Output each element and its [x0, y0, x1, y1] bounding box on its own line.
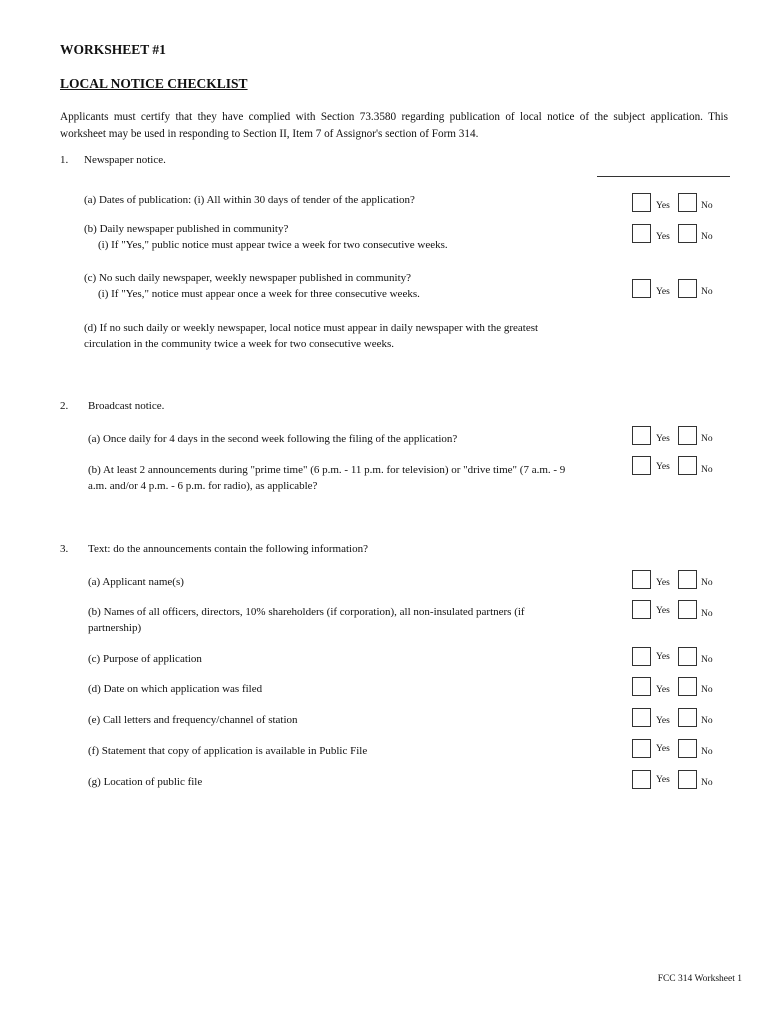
- no-label-3c: No: [701, 655, 713, 665]
- no-checkbox-3b[interactable]: [678, 600, 697, 619]
- no-label-1b: No: [701, 232, 713, 242]
- question-3g: [88, 774, 202, 790]
- question-3a: [88, 574, 184, 590]
- yes-checkbox-1a[interactable]: [632, 193, 651, 212]
- yes-checkbox-1c[interactable]: [632, 279, 651, 298]
- question-3b: [88, 604, 525, 636]
- no-checkbox-1c[interactable]: [678, 279, 697, 298]
- question-1b-line-2: (i) If "Yes," public notice must appear twice a week for two consecutive weeks.: [98, 239, 448, 251]
- yes-label-3a: Yes: [656, 578, 670, 588]
- question-2b-line-1: (b) At least 2 announcements during "prime time" (6 p.m. - 11 p.m. for television) or "drive time" (7 a.m. - 9: [88, 464, 566, 476]
- yes-label-1a: Yes: [656, 201, 670, 211]
- question-3d: [88, 681, 262, 697]
- question-3g-line-1: (g) Location of public file: [88, 776, 203, 788]
- question-3b-line-2: partnership): [88, 622, 142, 634]
- yes-label-3e: Yes: [656, 716, 670, 726]
- yes-checkbox-2a[interactable]: [632, 426, 651, 445]
- yes-label-3d: Yes: [656, 685, 670, 695]
- question-3c: [88, 651, 202, 667]
- question-2b-line-2: a.m. and/or 4 p.m. - 6 p.m. for radio), as applicable?: [88, 480, 318, 492]
- question-3f-line-1: (f) Statement that copy of application is available in Public File: [88, 745, 368, 757]
- yes-checkbox-3a[interactable]: [632, 570, 651, 589]
- question-1d: [84, 320, 538, 352]
- section-2-number: 2.: [60, 400, 69, 412]
- question-2b: [88, 462, 565, 494]
- yes-checkbox-1b[interactable]: [632, 224, 651, 243]
- no-checkbox-2b[interactable]: [678, 456, 697, 475]
- question-1c: [84, 270, 420, 302]
- question-1a: [84, 192, 415, 208]
- no-checkbox-2a[interactable]: [678, 426, 697, 445]
- no-label-1a: No: [701, 201, 713, 211]
- no-label-3f: No: [701, 747, 713, 757]
- no-checkbox-3c[interactable]: [678, 647, 697, 666]
- yes-checkbox-3e[interactable]: [632, 708, 651, 727]
- yes-checkbox-3f[interactable]: [632, 739, 651, 758]
- question-1b-line-1: (b) Daily newspaper published in community?: [84, 223, 289, 235]
- question-1d-line-2: circulation in the community twice a week for two consecutive weeks.: [84, 338, 395, 350]
- yes-checkbox-3d[interactable]: [632, 677, 651, 696]
- no-label-3d: No: [701, 685, 713, 695]
- yes-label-3f: Yes: [656, 744, 670, 754]
- question-3a-line-1: (a) Applicant name(s): [88, 576, 184, 588]
- no-checkbox-3e[interactable]: [678, 708, 697, 727]
- question-1c-line-2: (i) If "Yes," notice must appear once a week for three consecutive weeks.: [98, 288, 420, 300]
- section-3-title: Text: do the announcements contain the following information?: [88, 543, 368, 555]
- section-2-title: Broadcast notice.: [88, 400, 165, 412]
- no-label-3b: No: [701, 609, 713, 619]
- yes-label-2a: Yes: [656, 434, 670, 444]
- signature-rule: [597, 176, 730, 177]
- yes-label-1c: Yes: [656, 287, 670, 297]
- yes-checkbox-3c[interactable]: [632, 647, 651, 666]
- no-checkbox-3a[interactable]: [678, 570, 697, 589]
- no-checkbox-3g[interactable]: [678, 770, 697, 789]
- no-checkbox-1b[interactable]: [678, 224, 697, 243]
- yes-checkbox-3b[interactable]: [632, 600, 651, 619]
- question-1b: [84, 221, 448, 253]
- yes-label-1b: Yes: [656, 232, 670, 242]
- page-footer: FCC 314 Worksheet 1: [657, 974, 742, 984]
- question-3e: [88, 712, 298, 728]
- no-label-2b: No: [701, 465, 713, 475]
- section-1-number: 1.: [60, 154, 69, 166]
- intro-paragraph: Applicants must certify that they have complied with Section 73.3580 regarding publication of local notice of the subject application. This worksheet may be used in responding to Section II, Item 7 of Assignor's section of Form 314.: [60, 111, 728, 140]
- yes-label-3g: Yes: [656, 775, 670, 785]
- question-1c-line-1: (c) No such daily newspaper, weekly newspaper published in community?: [84, 272, 412, 284]
- no-checkbox-3d[interactable]: [678, 677, 697, 696]
- checklist-subtitle: LOCAL NOTICE CHECKLIST: [60, 76, 248, 91]
- section-1-title: Newspaper notice.: [84, 154, 166, 166]
- question-3b-line-1: (b) Names of all officers, directors, 10% shareholders (if corporation), all non-insulated partners (if: [88, 606, 525, 618]
- worksheet-title: WORKSHEET #1: [60, 42, 166, 57]
- yes-label-3c: Yes: [656, 652, 670, 662]
- no-checkbox-1a[interactable]: [678, 193, 697, 212]
- question-3f: [88, 743, 367, 759]
- question-2a-line-1: (a) Once daily for 4 days in the second week following the filing of the application?: [88, 433, 458, 445]
- no-label-2a: No: [701, 434, 713, 444]
- no-label-3a: No: [701, 578, 713, 588]
- no-label-3g: No: [701, 778, 713, 788]
- no-label-3e: No: [701, 716, 713, 726]
- question-3d-line-1: (d) Date on which application was filed: [88, 683, 263, 695]
- question-1a-line-1: (a) Dates of publication: (i) All within 30 days of tender of the application?: [84, 194, 415, 206]
- question-2a: [88, 431, 457, 447]
- no-checkbox-3f[interactable]: [678, 739, 697, 758]
- section-3-number: 3.: [60, 543, 69, 555]
- question-3c-line-1: (c) Purpose of application: [88, 653, 202, 665]
- yes-label-3b: Yes: [656, 606, 670, 616]
- question-1d-line-1: (d) If no such daily or weekly newspaper, local notice must appear in daily newspaper with the greatest: [84, 322, 539, 334]
- question-3e-line-1: (e) Call letters and frequency/channel of station: [88, 714, 298, 726]
- yes-label-2b: Yes: [656, 462, 670, 472]
- no-label-1c: No: [701, 287, 713, 297]
- yes-checkbox-3g[interactable]: [632, 770, 651, 789]
- yes-checkbox-2b[interactable]: [632, 456, 651, 475]
